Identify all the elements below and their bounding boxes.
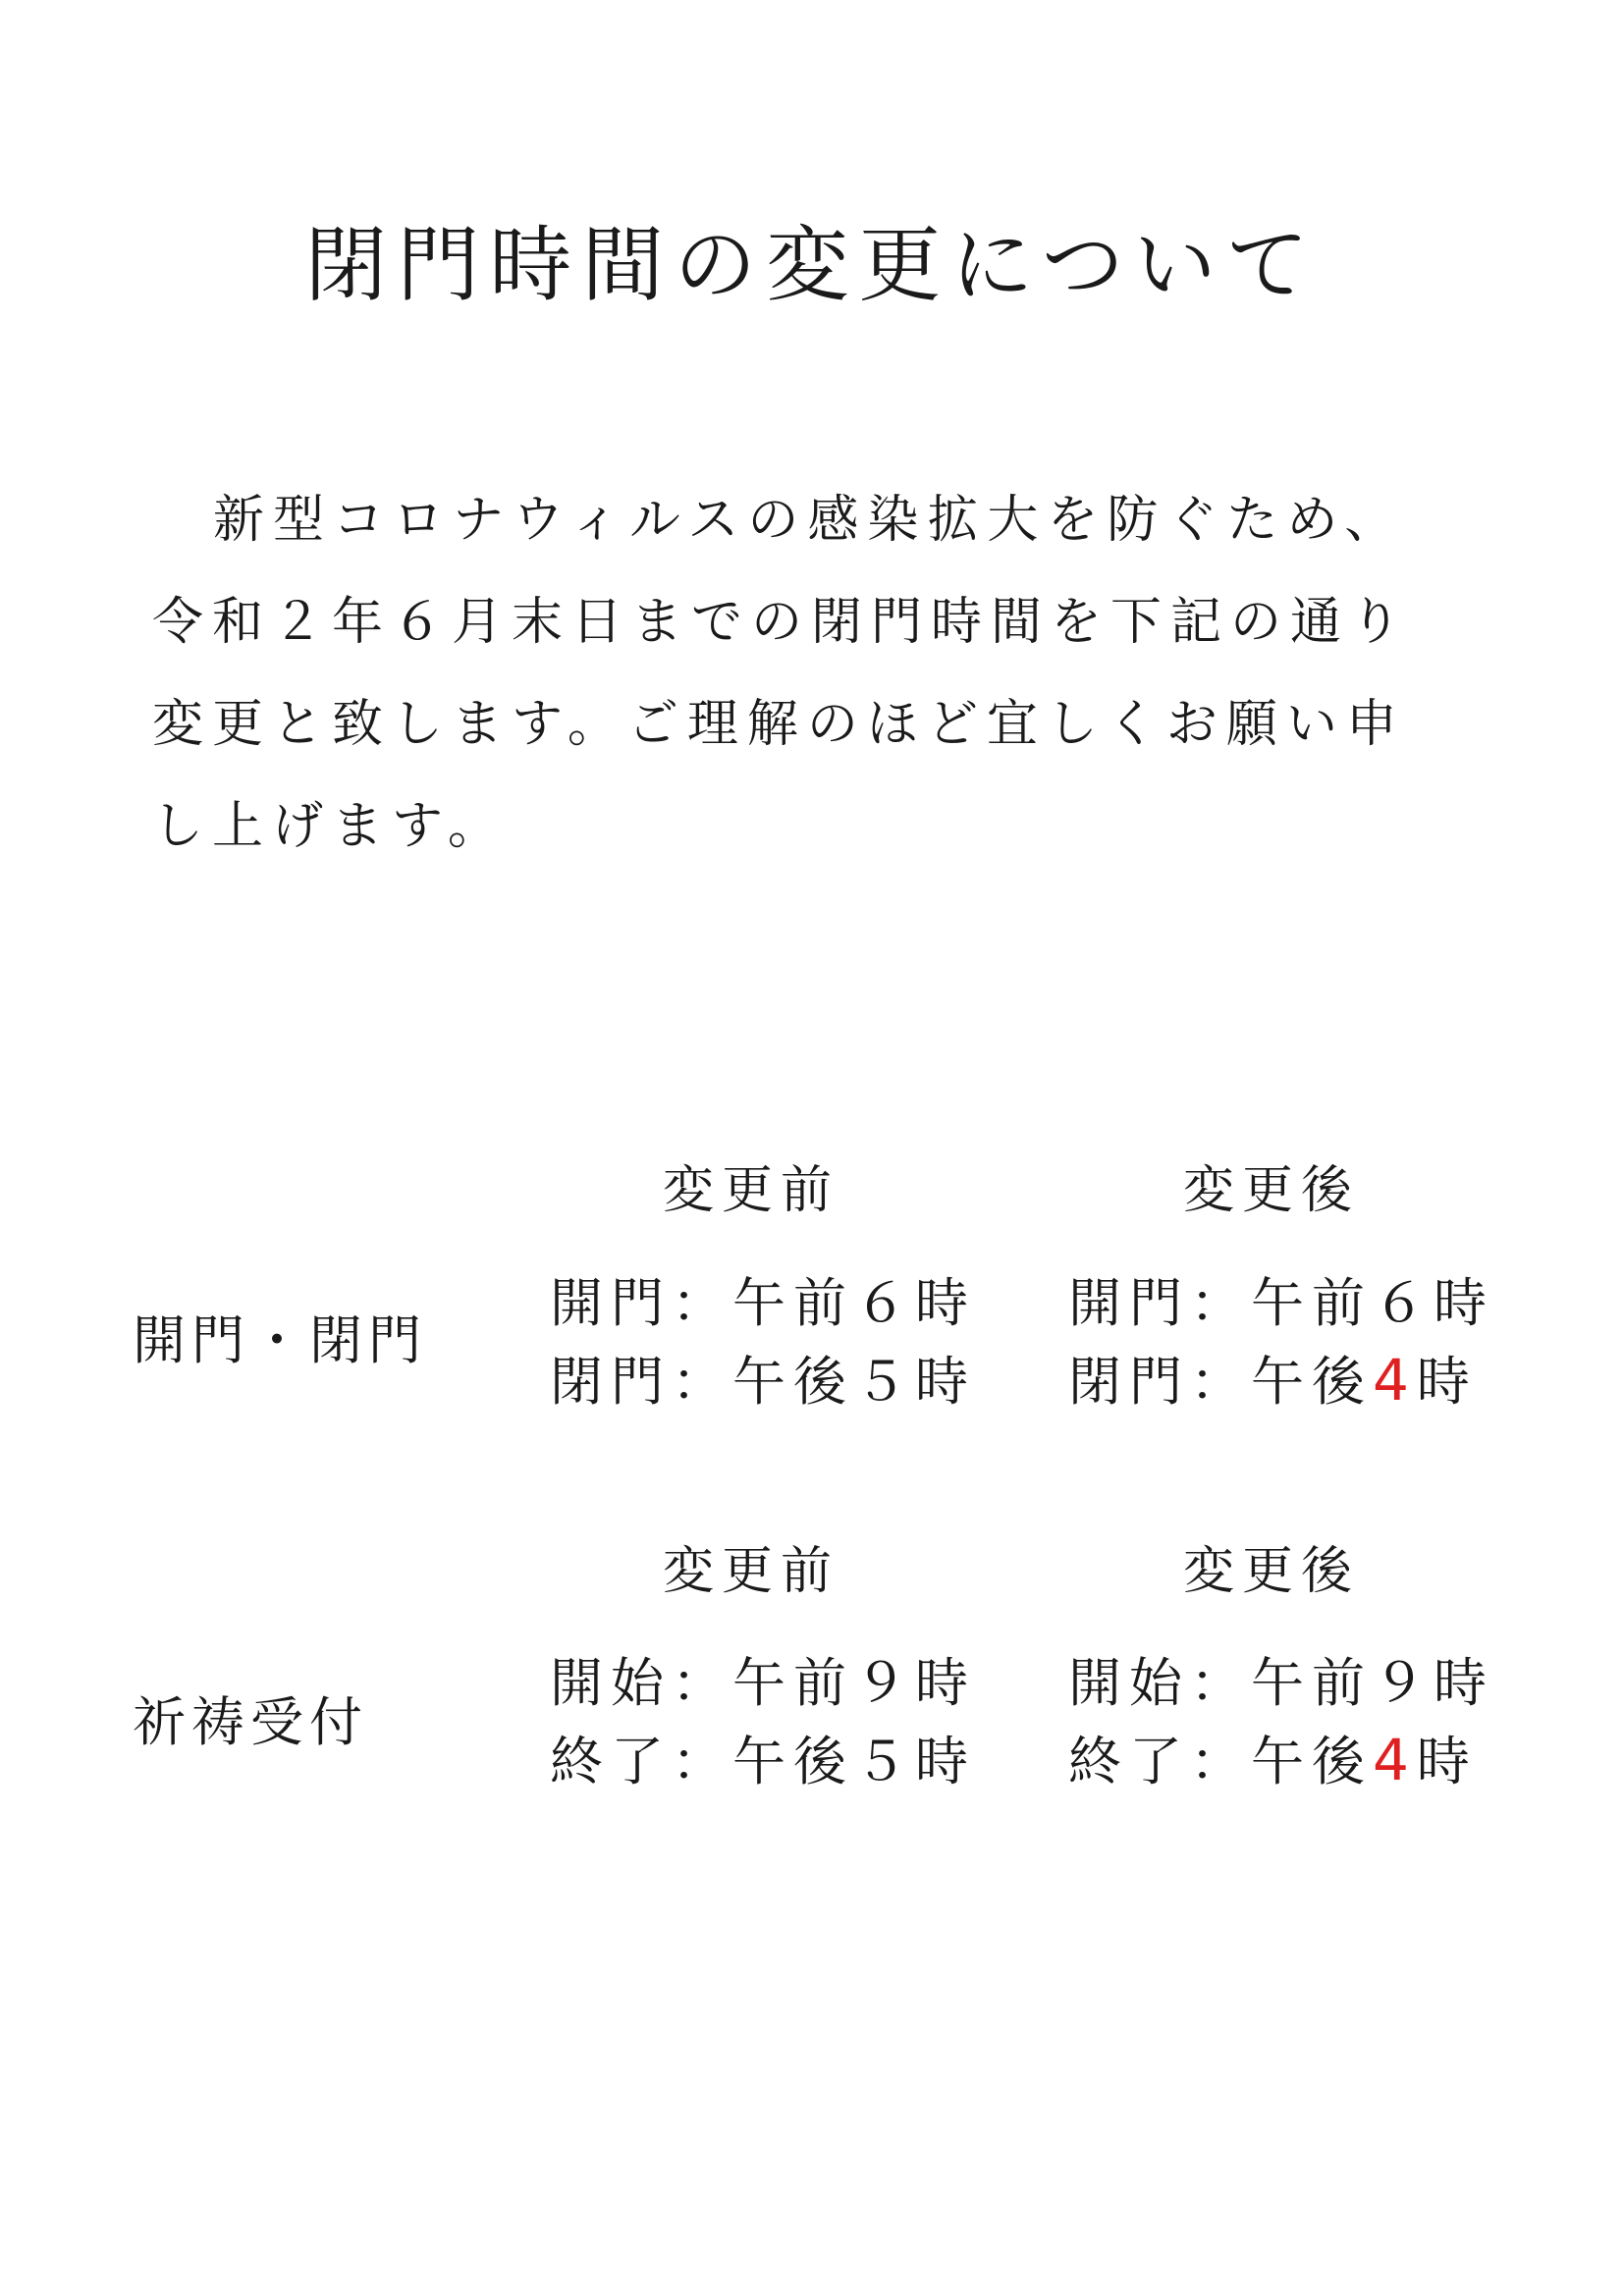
time-prefix: 閉門：午後 [550,1351,854,1413]
time-prefix: 終了：午後 [1068,1731,1373,1792]
time-prefix: 閉門：午後 [1068,1351,1373,1413]
after-header: 変更後 [1182,1542,1360,1601]
time-prefix: 開始：午前 [550,1652,854,1714]
time-suffix: 時 [1434,1272,1494,1334]
time-hour: ９ [854,1652,915,1714]
time-suffix: 時 [1416,1731,1478,1792]
time-hour: ６ [854,1272,915,1334]
time-prefix: 開始：午前 [1068,1652,1373,1714]
time-hour: ９ [1373,1652,1434,1714]
section-label: 祈祷受付 [133,1691,368,1753]
time-prefix: 終了：午後 [550,1731,854,1792]
time-hour-changed: 4 [1373,1347,1417,1414]
time-hour: ５ [854,1731,915,1792]
time-prefix: 開門：午前 [550,1272,854,1334]
after-time-line [1068,1261,1494,1337]
before-header: 変更前 [662,1542,839,1601]
notice-body [152,469,1448,878]
time-hour: ６ [1373,1272,1434,1334]
body-line: 令和２年６月末日までの閉門時間を下記の通り [152,593,1411,652]
section-label: 開門・閉門 [133,1309,427,1371]
time-hour-changed: 4 [1373,1727,1417,1793]
before-time-line [550,1261,976,1337]
time-hour: ５ [854,1351,915,1413]
after-time-line [1068,1340,1478,1415]
body-line: し上げます。 [152,797,508,856]
time-suffix: 時 [915,1351,976,1413]
after-time-line [1068,1641,1494,1717]
page-title: 閉門時間の変更について [304,217,1319,313]
body-line: 新型コロナウィルスの感染拡大を防ぐため、 [213,491,1405,550]
time-suffix: 時 [915,1652,976,1714]
before-header: 変更前 [662,1161,839,1220]
before-time-line [550,1340,976,1415]
after-time-line [1068,1720,1478,1795]
time-suffix: 時 [1416,1351,1478,1413]
body-line: 変更と致します。ご理解のほど宜しくお願い申 [152,695,1406,754]
after-header: 変更後 [1182,1161,1360,1220]
before-time-line [550,1641,976,1717]
before-time-line [550,1720,976,1795]
time-suffix: 時 [915,1272,976,1334]
time-suffix: 時 [1434,1652,1494,1714]
time-prefix: 開門：午前 [1068,1272,1373,1334]
time-suffix: 時 [915,1731,976,1792]
